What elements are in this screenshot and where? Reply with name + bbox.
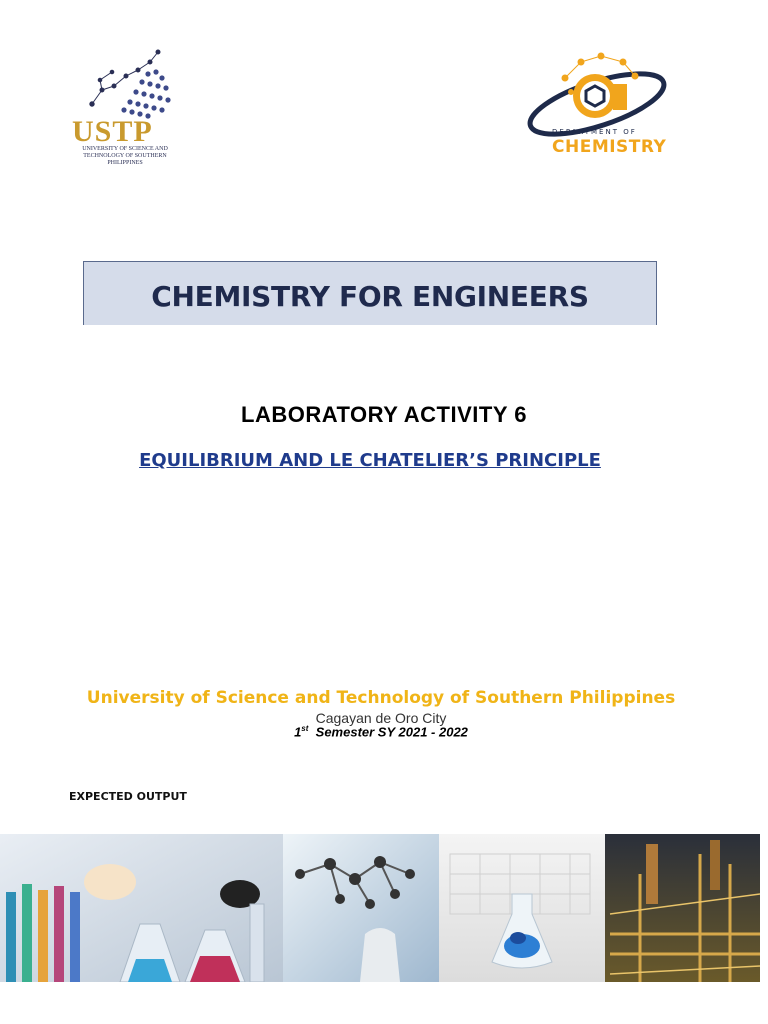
- industrial-plant-photo: [605, 834, 760, 982]
- lab-glassware-photo: [0, 834, 283, 982]
- molecule-model-photo: [283, 834, 439, 982]
- semester-text: Semester SY 2021 - 2022: [308, 724, 468, 740]
- expected-output-label: EXPECTED OUTPUT: [69, 790, 187, 803]
- semester-ordinal: 1: [294, 724, 302, 740]
- semester-ordinal-suffix: st: [301, 724, 309, 733]
- course-title: CHEMISTRY FOR ENGINEERS: [151, 280, 589, 313]
- chemistry-wordmark: CHEMISTRY: [552, 137, 667, 157]
- chemistry-dept-line: DEPARTMENT OF: [552, 128, 637, 136]
- photo-strip: [0, 834, 760, 982]
- city-name: Cagayan de Oro City: [315, 710, 447, 726]
- university-name: University of Science and Technology of Southern Philippines: [86, 688, 676, 708]
- flask-periodic-table-photo: [439, 834, 605, 982]
- activity-subtitle: [0, 450, 740, 471]
- semester-line: [0, 724, 762, 739]
- ustp-subtitle: UNIVERSITY OF SCIENCE AND TECHNOLOGY OF SOUTHERN PHILIPPINES: [82, 146, 168, 166]
- activity-title: LABORATORY ACTIVITY 6: [241, 402, 527, 427]
- ustp-wordmark: USTP: [72, 115, 153, 148]
- activity-subtitle-text: EQUILIBRIUM AND LE CHATELIER’S PRINCIPLE: [139, 450, 601, 471]
